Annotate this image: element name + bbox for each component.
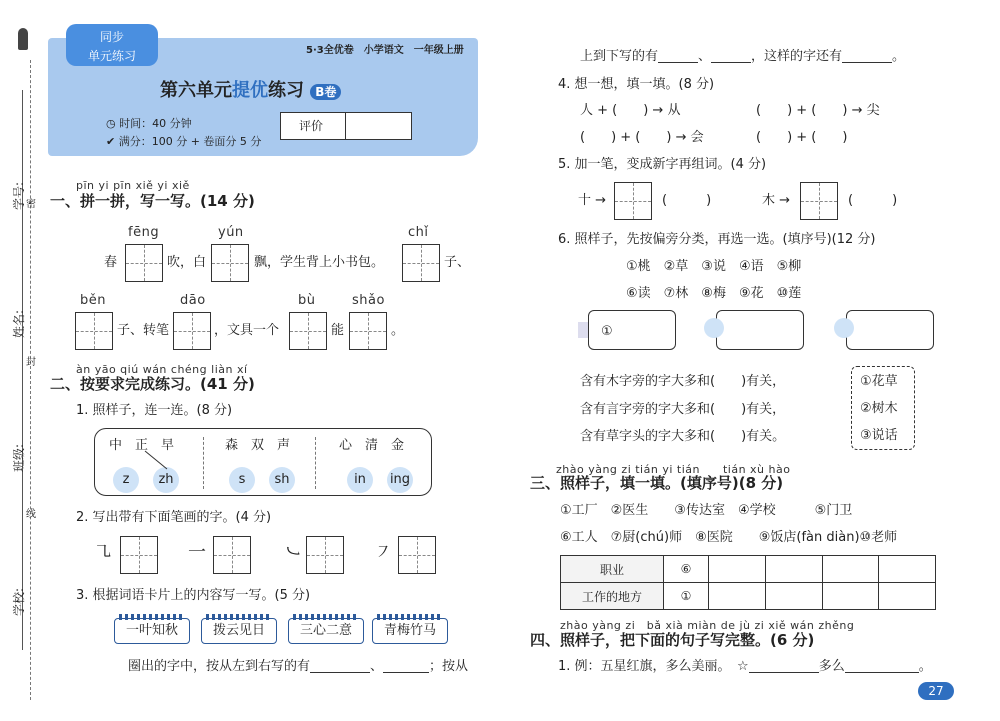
sound-s[interactable]: s bbox=[229, 467, 255, 493]
s1-text8: 。 bbox=[391, 323, 405, 338]
s1-text5: 子、转笔 bbox=[117, 323, 170, 338]
tianzige-ben[interactable] bbox=[75, 312, 113, 350]
py-bu: bù bbox=[298, 293, 316, 308]
sort-box-cao[interactable] bbox=[846, 310, 934, 350]
q6-options bbox=[851, 366, 915, 450]
cell-job-2[interactable] bbox=[709, 556, 766, 583]
cell-job-1: ⑥ bbox=[664, 556, 709, 583]
unit-badge bbox=[66, 24, 158, 66]
binding-margin bbox=[0, 0, 48, 721]
q4-r1b: ( ) + ( ) → 尖 bbox=[756, 103, 880, 118]
q6-r2: ⑥读 ⑦林 ⑧梅 ⑨花 ⑩莲 bbox=[626, 286, 802, 301]
q6-option-3[interactable]: ③说话 bbox=[860, 428, 898, 443]
sound-zh[interactable]: zh bbox=[153, 467, 179, 493]
stroke-3: ㇃ bbox=[284, 542, 302, 563]
label-xingming: 姓名: bbox=[12, 309, 27, 339]
label-xuexiao: 学校: bbox=[12, 587, 27, 617]
sound-sh[interactable]: sh bbox=[269, 467, 295, 493]
cell-place-4[interactable] bbox=[822, 583, 879, 610]
tianzige-dao[interactable] bbox=[173, 312, 211, 350]
group3-chars: 心 清 金 bbox=[339, 438, 405, 453]
cell-place-2[interactable] bbox=[709, 583, 766, 610]
s1-title-pinyin: pīn yi pīn xiě yi xiě bbox=[76, 179, 190, 192]
tianzige-stroke-2[interactable] bbox=[213, 536, 251, 574]
tianzige-feng[interactable] bbox=[125, 244, 163, 282]
q3-line1: 圈出的字中，按从左到右写的有 、 ；按从 bbox=[128, 659, 469, 674]
label-xuehao: 学号: bbox=[12, 181, 27, 211]
clock-icon: ◷ bbox=[106, 117, 120, 130]
row-label-place: 工作的地方 bbox=[561, 583, 664, 610]
sort-box-mu-value: ① bbox=[601, 324, 613, 339]
title-post: 练习 bbox=[268, 80, 304, 101]
s4-title: 四、照样子，把下面的句子写完整。(6 分) bbox=[530, 631, 815, 649]
s1-text3: 飘，学生背上小书包。 bbox=[254, 255, 385, 270]
cell-place-5[interactable] bbox=[879, 583, 936, 610]
word-card-2: 拨云见日 bbox=[201, 618, 277, 644]
cell-place-1: ① bbox=[664, 583, 709, 610]
s2-title: 二、按要求完成练习。(41 分) bbox=[50, 375, 255, 393]
mark-mi: 密 bbox=[26, 199, 36, 210]
s3-title: 三、照样子，填一填。(填序号)(8 分) bbox=[530, 474, 784, 492]
q5-b: 木 → bbox=[762, 193, 791, 208]
q5-a-paren[interactable]: ( ) bbox=[662, 193, 712, 208]
q4-r2a: ( ) + ( ) → 会 bbox=[580, 130, 704, 145]
score-info: ✔ 满分：100 分 + 卷面分 5 分 bbox=[106, 135, 262, 148]
example-link-line bbox=[95, 429, 215, 489]
cell-job-4[interactable] bbox=[822, 556, 879, 583]
py-chi: chǐ bbox=[408, 225, 429, 240]
sound-ing[interactable]: ing bbox=[387, 467, 413, 493]
name-line bbox=[22, 90, 23, 650]
q3-line2: 上到下写的有 、 ，这样的字还有 。 bbox=[580, 49, 906, 64]
badge-line1: 同步 bbox=[99, 30, 124, 44]
badge-line2: 单元练习 bbox=[87, 49, 136, 63]
time-info: ◷ 时间：40 分钟 bbox=[106, 117, 192, 130]
s1-text1: 春 bbox=[104, 255, 118, 270]
s2-q4: 4. 想一想，填一填。(8 分) bbox=[558, 77, 715, 92]
cell-place-3[interactable] bbox=[765, 583, 822, 610]
s2-q3: 3. 根据词语卡片上的内容写一写。(5 分) bbox=[76, 588, 311, 603]
s1-text7: 能 bbox=[331, 323, 345, 338]
s1-text4: 子、 bbox=[444, 255, 471, 270]
sort-box-mu[interactable] bbox=[588, 310, 676, 350]
blank-lr-2[interactable] bbox=[383, 660, 429, 673]
sort-box-yan[interactable] bbox=[716, 310, 804, 350]
py-feng: fēng bbox=[128, 225, 160, 240]
s2-title-pinyin: àn yāo qiú wán chéng liàn xí bbox=[76, 363, 248, 376]
match-box bbox=[94, 428, 432, 496]
page-number: 27 bbox=[928, 684, 944, 698]
blank-s4-1[interactable] bbox=[749, 660, 819, 673]
q5-b-paren[interactable]: ( ) bbox=[848, 193, 898, 208]
radical-mu-icon bbox=[578, 322, 588, 338]
q6-l2: 含有言字旁的字大多和( )有关， bbox=[580, 402, 786, 417]
s3-r1: ①工厂 ②医生 ③传达室 ④学校 ⑤门卫 bbox=[560, 503, 853, 518]
mark-feng: 封 bbox=[26, 357, 36, 368]
s2-q2: 2. 写出带有下面笔画的字。(4 分) bbox=[76, 510, 272, 525]
stroke-4: ㇇ bbox=[374, 542, 392, 563]
s3-title-pinyin: zhào yàng zi tián yi tián tián xù hào bbox=[556, 463, 791, 476]
py-shao: shǎo bbox=[352, 293, 385, 308]
tianzige-bu[interactable] bbox=[289, 312, 327, 350]
rating-box bbox=[280, 112, 412, 140]
blank-more[interactable] bbox=[842, 50, 892, 63]
q6-r1: ①桃 ②草 ③说 ④语 ⑤柳 bbox=[626, 259, 802, 274]
check-icon: ✔ bbox=[106, 135, 119, 148]
group2-chars: 森 双 声 bbox=[225, 438, 291, 453]
radical-cao-icon bbox=[834, 318, 854, 338]
s2-q1: 1. 照样子，连一连。(8 分) bbox=[76, 403, 233, 418]
sound-in[interactable]: in bbox=[347, 467, 373, 493]
stroke-2: 一 bbox=[188, 542, 206, 563]
q4-r2b: ( ) + ( ) bbox=[756, 130, 848, 145]
rocket-icon bbox=[18, 28, 28, 50]
mark-xian: 线 bbox=[26, 509, 36, 520]
page-number-badge bbox=[918, 682, 954, 700]
s3-r2: ⑥工人 ⑦厨(chú)师 ⑧医院 ⑨饭店(fàn diàn)⑩老师 bbox=[560, 530, 898, 545]
rating-field[interactable] bbox=[345, 113, 346, 139]
s1-text6: ，文具一个 bbox=[214, 323, 280, 338]
q6-option-2[interactable]: ②树木 bbox=[860, 401, 898, 416]
divider-2 bbox=[315, 437, 316, 489]
title-badge: B卷 bbox=[310, 84, 341, 100]
s4-title-pinyin: zhào yàng zi bǎ xià miàn de jù zi xiě wán zhěng bbox=[560, 619, 855, 632]
tianzige-q5-b[interactable] bbox=[800, 182, 838, 220]
s4-q1: 1. 例：五星红旗，多么美丽。 ☆ 多么 。 bbox=[558, 659, 932, 674]
tianzige-q5-a[interactable] bbox=[614, 182, 652, 220]
s1-title: 一、拼一拼，写一写。(14 分) bbox=[50, 192, 255, 210]
title bbox=[160, 82, 341, 100]
q6-l1: 含有木字旁的字大多和( )有关， bbox=[580, 374, 786, 389]
tianzige-yun[interactable] bbox=[211, 244, 249, 282]
book-info: 5·3全优卷 小学语文 一年级上册 bbox=[306, 45, 464, 56]
cell-job-3[interactable] bbox=[765, 556, 822, 583]
q6-l3: 含有草字头的字大多和( )有关。 bbox=[580, 429, 786, 444]
word-card-4: 青梅竹马 bbox=[372, 618, 448, 644]
tianzige-stroke-1[interactable] bbox=[120, 536, 158, 574]
q5-a: 十 → bbox=[578, 193, 607, 208]
q4-r1a: 人 + ( ) → 从 bbox=[580, 103, 681, 118]
word-card-3: 三心二意 bbox=[288, 618, 364, 644]
group1-chars: 中 正 早 bbox=[109, 438, 175, 453]
s1-text2: 吹，白 bbox=[167, 255, 207, 270]
sound-z[interactable]: z bbox=[113, 467, 139, 493]
title-highlight: 提优 bbox=[232, 80, 268, 101]
tianzige-chi[interactable] bbox=[402, 244, 440, 282]
tianzige-shao[interactable] bbox=[349, 312, 387, 350]
blank-lr-1[interactable] bbox=[310, 660, 370, 673]
row-label-job: 职业 bbox=[561, 556, 664, 583]
py-yun: yún bbox=[218, 225, 244, 240]
cell-job-5[interactable] bbox=[879, 556, 936, 583]
title-pre: 第六单元 bbox=[160, 80, 232, 101]
word-card-1: 一叶知秋 bbox=[114, 618, 190, 644]
py-ben: běn bbox=[80, 293, 106, 308]
binding-line bbox=[30, 60, 31, 700]
blank-tb-2[interactable] bbox=[711, 50, 751, 63]
s3-table bbox=[560, 555, 936, 610]
blank-tb-1[interactable] bbox=[658, 50, 698, 63]
py-dao: dāo bbox=[180, 293, 206, 308]
q6-option-1[interactable]: ①花草 bbox=[860, 374, 898, 389]
stroke-1: ㇈ bbox=[94, 542, 112, 563]
tianzige-stroke-3[interactable] bbox=[306, 536, 344, 574]
label-banji: 班级: bbox=[12, 443, 27, 473]
tianzige-stroke-4[interactable] bbox=[398, 536, 436, 574]
s2-q6: 6. 照样子，先按偏旁分类，再选一选。(填序号)(12 分) bbox=[558, 232, 876, 247]
blank-s4-2[interactable] bbox=[845, 660, 919, 673]
rating-label: 评价 bbox=[299, 119, 324, 133]
s2-q5: 5. 加一笔，变成新字再组词。(4 分) bbox=[558, 157, 767, 172]
radical-yan-icon bbox=[704, 318, 724, 338]
